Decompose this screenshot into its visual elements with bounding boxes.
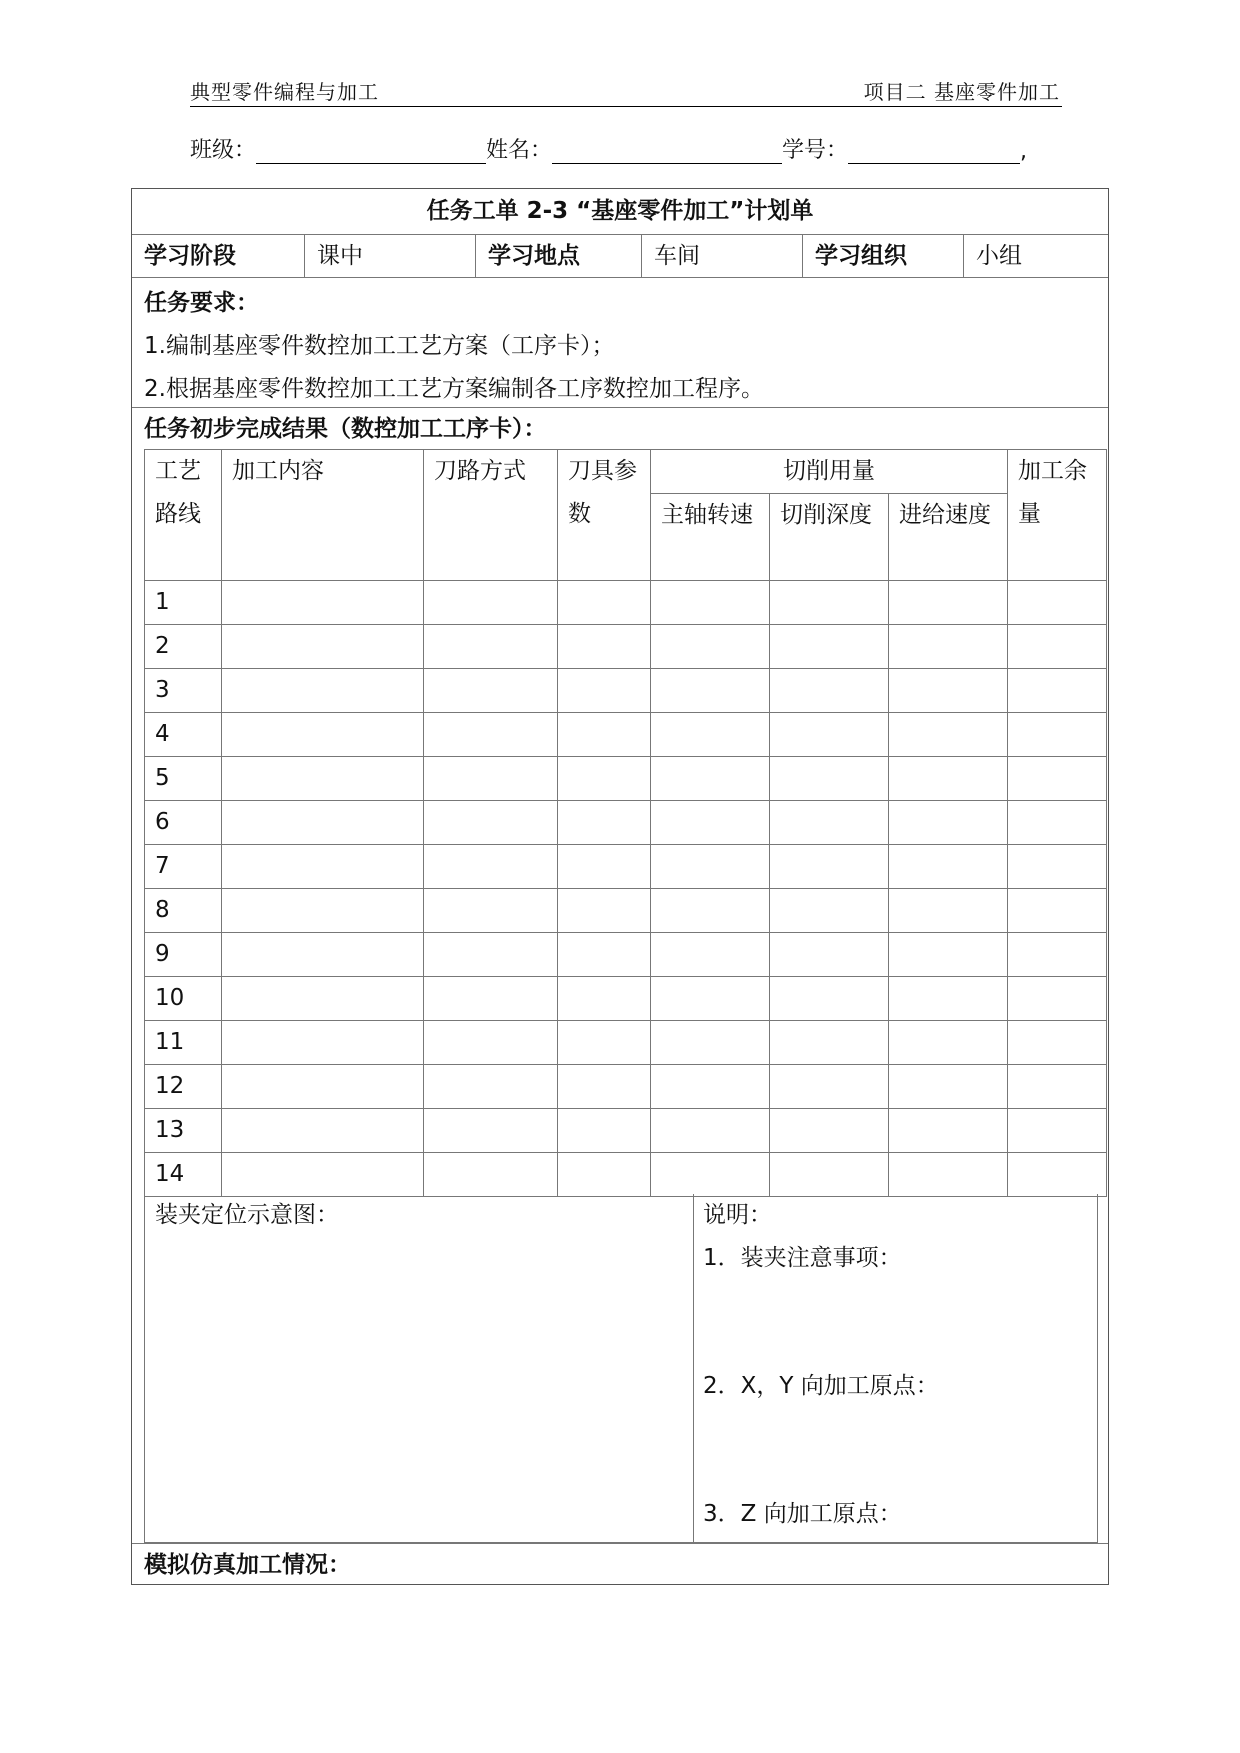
table-cell[interactable]	[1008, 625, 1107, 669]
table-cell[interactable]	[222, 845, 424, 889]
table-cell[interactable]	[889, 581, 1008, 625]
table-cell[interactable]	[889, 845, 1008, 889]
table-cell[interactable]	[424, 1153, 558, 1197]
table-row	[145, 581, 1107, 625]
org-value: 小组	[976, 243, 1022, 269]
table-cell[interactable]	[558, 669, 651, 713]
table-cell[interactable]	[770, 625, 889, 669]
table-cell[interactable]	[1008, 669, 1107, 713]
table-cell[interactable]	[1008, 581, 1107, 625]
section-divider	[693, 1194, 694, 1542]
table-cell[interactable]	[558, 977, 651, 1021]
table-cell[interactable]	[558, 1021, 651, 1065]
row-number: 5	[145, 757, 222, 801]
header-divider	[190, 106, 1062, 107]
table-cell[interactable]	[558, 1109, 651, 1153]
table-cell[interactable]	[770, 1153, 889, 1197]
table-cell[interactable]	[558, 1065, 651, 1109]
id-blank[interactable]	[848, 137, 1020, 164]
requirement-item: 2.根据基座零件数控加工工艺方案编制各工序数控加工程序。	[144, 376, 764, 402]
table-cell[interactable]	[889, 713, 1008, 757]
requirements-heading: 任务要求：	[144, 290, 259, 316]
class-blank[interactable]	[256, 137, 486, 164]
row-number: 7	[145, 845, 222, 889]
table-cell[interactable]	[424, 1065, 558, 1109]
table-cell[interactable]	[770, 845, 889, 889]
col-route: 工艺路线	[145, 450, 222, 581]
table-cell[interactable]	[558, 581, 651, 625]
table-cell[interactable]	[222, 1109, 424, 1153]
simulation-label: 模拟仿真加工情况：	[132, 1543, 1108, 1586]
process-card-table	[144, 449, 1107, 1197]
table-cell[interactable]	[1008, 977, 1107, 1021]
row-number: 3	[145, 669, 222, 713]
header-project-title: 项目二 基座零件加工	[863, 80, 1060, 104]
table-cell[interactable]	[651, 1021, 770, 1065]
table-cell[interactable]	[424, 845, 558, 889]
table-cell[interactable]	[1008, 1065, 1107, 1109]
table-row	[145, 1065, 1107, 1109]
row-number: 13	[145, 1109, 222, 1153]
table-row	[145, 845, 1107, 889]
row-number: 12	[145, 1065, 222, 1109]
stage-label: 学习阶段	[132, 235, 305, 277]
requirement-item: 1.编制基座零件数控加工工艺方案（工序卡）；	[144, 333, 615, 359]
table-cell[interactable]	[1008, 801, 1107, 845]
table-cell[interactable]	[770, 977, 889, 1021]
info-tail: ,	[1020, 139, 1028, 164]
table-cell[interactable]	[651, 581, 770, 625]
col-toolpath: 刀路方式	[424, 450, 558, 581]
table-cell[interactable]	[222, 713, 424, 757]
table-cell[interactable]	[889, 889, 1008, 933]
table-cell[interactable]	[424, 669, 558, 713]
table-row	[145, 889, 1107, 933]
fixture-notes-section	[144, 1194, 1098, 1543]
table-row	[145, 1153, 1107, 1197]
table-cell[interactable]	[558, 625, 651, 669]
table-cell[interactable]	[770, 669, 889, 713]
table-cell[interactable]	[424, 889, 558, 933]
table-cell[interactable]	[424, 713, 558, 757]
task-sheet	[131, 188, 1109, 1585]
row-number: 10	[145, 977, 222, 1021]
row-number: 14	[145, 1153, 222, 1197]
table-cell[interactable]	[651, 977, 770, 1021]
table-cell[interactable]	[222, 933, 424, 977]
table-cell[interactable]	[222, 1065, 424, 1109]
row-number: 4	[145, 713, 222, 757]
table-row	[145, 933, 1107, 977]
stage-value: 课中	[305, 235, 476, 277]
table-cell[interactable]	[558, 1153, 651, 1197]
table-cell[interactable]	[889, 801, 1008, 845]
col-cutting: 切削用量	[651, 450, 1008, 494]
table-cell[interactable]	[770, 1065, 889, 1109]
table-cell[interactable]	[889, 1021, 1008, 1065]
table-cell[interactable]	[770, 801, 889, 845]
table-cell[interactable]	[770, 1109, 889, 1153]
col-depth: 切削深度	[770, 494, 889, 581]
name-label: 姓名：	[486, 138, 553, 163]
table-cell[interactable]	[651, 713, 770, 757]
meta-row	[132, 234, 1108, 277]
table-cell[interactable]	[558, 757, 651, 801]
table-cell[interactable]	[558, 845, 651, 889]
table-cell[interactable]	[1008, 845, 1107, 889]
place-label: 学习地点	[476, 235, 642, 277]
row-number: 11	[145, 1021, 222, 1065]
table-cell[interactable]	[651, 889, 770, 933]
place-value: 车间	[642, 235, 803, 277]
table-cell[interactable]	[222, 669, 424, 713]
org-label: 学习组织	[803, 235, 964, 277]
student-info-line	[190, 133, 1027, 164]
table-cell[interactable]	[889, 625, 1008, 669]
table-cell[interactable]	[889, 977, 1008, 1021]
col-allowance: 加工余量	[1008, 450, 1107, 581]
table-cell[interactable]	[1008, 1109, 1107, 1153]
table-cell[interactable]	[1008, 713, 1107, 757]
fixture-diagram-label: 装夹定位示意图：	[155, 1202, 339, 1228]
table-cell[interactable]	[222, 977, 424, 1021]
table-cell[interactable]	[770, 757, 889, 801]
table-cell[interactable]	[770, 1021, 889, 1065]
row-number: 9	[145, 933, 222, 977]
row-number: 2	[145, 625, 222, 669]
table-cell[interactable]	[651, 1109, 770, 1153]
table-cell[interactable]	[651, 669, 770, 713]
table-cell[interactable]	[424, 801, 558, 845]
note-z-origin: 3．Z 向加工原点：	[703, 1501, 902, 1527]
table-cell[interactable]	[1008, 889, 1107, 933]
col-content: 加工内容	[222, 450, 424, 581]
table-cell[interactable]	[889, 933, 1008, 977]
row-number: 1	[145, 581, 222, 625]
table-cell[interactable]	[222, 581, 424, 625]
row-number: 6	[145, 801, 222, 845]
table-cell[interactable]	[889, 757, 1008, 801]
table-cell[interactable]	[651, 845, 770, 889]
table-cell[interactable]	[1008, 933, 1107, 977]
table-row	[145, 801, 1107, 845]
table-row	[145, 713, 1107, 757]
name-blank[interactable]	[552, 137, 782, 164]
table-cell[interactable]	[1008, 757, 1107, 801]
table-cell[interactable]	[424, 757, 558, 801]
class-label: 班级：	[190, 138, 257, 163]
table-row	[145, 1109, 1107, 1153]
note-fixture-precautions: 1．装夹注意事项：	[703, 1245, 902, 1271]
table-cell[interactable]	[889, 1109, 1008, 1153]
table-row	[145, 1021, 1107, 1065]
table-cell[interactable]	[558, 801, 651, 845]
table-cell[interactable]	[651, 625, 770, 669]
table-cell[interactable]	[1008, 1153, 1107, 1197]
notes-heading: 说明：	[703, 1202, 772, 1228]
table-cell[interactable]	[1008, 1021, 1107, 1065]
table-cell[interactable]	[558, 713, 651, 757]
table-cell[interactable]	[222, 801, 424, 845]
table-cell[interactable]	[558, 933, 651, 977]
table-cell[interactable]	[222, 1021, 424, 1065]
table-cell[interactable]	[424, 1021, 558, 1065]
table-row	[145, 625, 1107, 669]
table-cell[interactable]	[651, 933, 770, 977]
id-label: 学号：	[782, 138, 849, 163]
table-cell[interactable]	[424, 1109, 558, 1153]
table-cell[interactable]	[889, 1153, 1008, 1197]
result-heading: 任务初步完成结果（数控加工工序卡）：	[132, 407, 1108, 449]
table-cell[interactable]	[222, 889, 424, 933]
table-cell[interactable]	[651, 1153, 770, 1197]
table-cell[interactable]	[424, 933, 558, 977]
table-cell[interactable]	[889, 669, 1008, 713]
table-cell[interactable]	[424, 977, 558, 1021]
table-cell[interactable]	[770, 933, 889, 977]
col-feed: 进给速度	[889, 494, 1008, 581]
table-cell[interactable]	[222, 625, 424, 669]
header-course-title: 典型零件编程与加工	[190, 80, 379, 104]
table-row	[145, 977, 1107, 1021]
table-cell[interactable]	[889, 1065, 1008, 1109]
sheet-title: 任务工单 2-3 “基座零件加工”计划单	[426, 198, 814, 224]
table-cell[interactable]	[222, 1153, 424, 1197]
requirements-section	[132, 277, 1108, 407]
table-row	[145, 669, 1107, 713]
col-tool-params: 刀具参数	[558, 450, 651, 581]
note-xy-origin: 2．X，Y 向加工原点：	[703, 1373, 939, 1399]
table-cell[interactable]	[651, 801, 770, 845]
table-row	[145, 757, 1107, 801]
table-cell[interactable]	[651, 757, 770, 801]
row-number: 8	[145, 889, 222, 933]
table-cell[interactable]	[770, 713, 889, 757]
table-cell[interactable]	[770, 581, 889, 625]
table-cell[interactable]	[424, 625, 558, 669]
table-cell[interactable]	[651, 1065, 770, 1109]
table-cell[interactable]	[222, 757, 424, 801]
table-cell[interactable]	[558, 889, 651, 933]
table-cell[interactable]	[424, 581, 558, 625]
col-spindle: 主轴转速	[651, 494, 770, 581]
table-cell[interactable]	[770, 889, 889, 933]
